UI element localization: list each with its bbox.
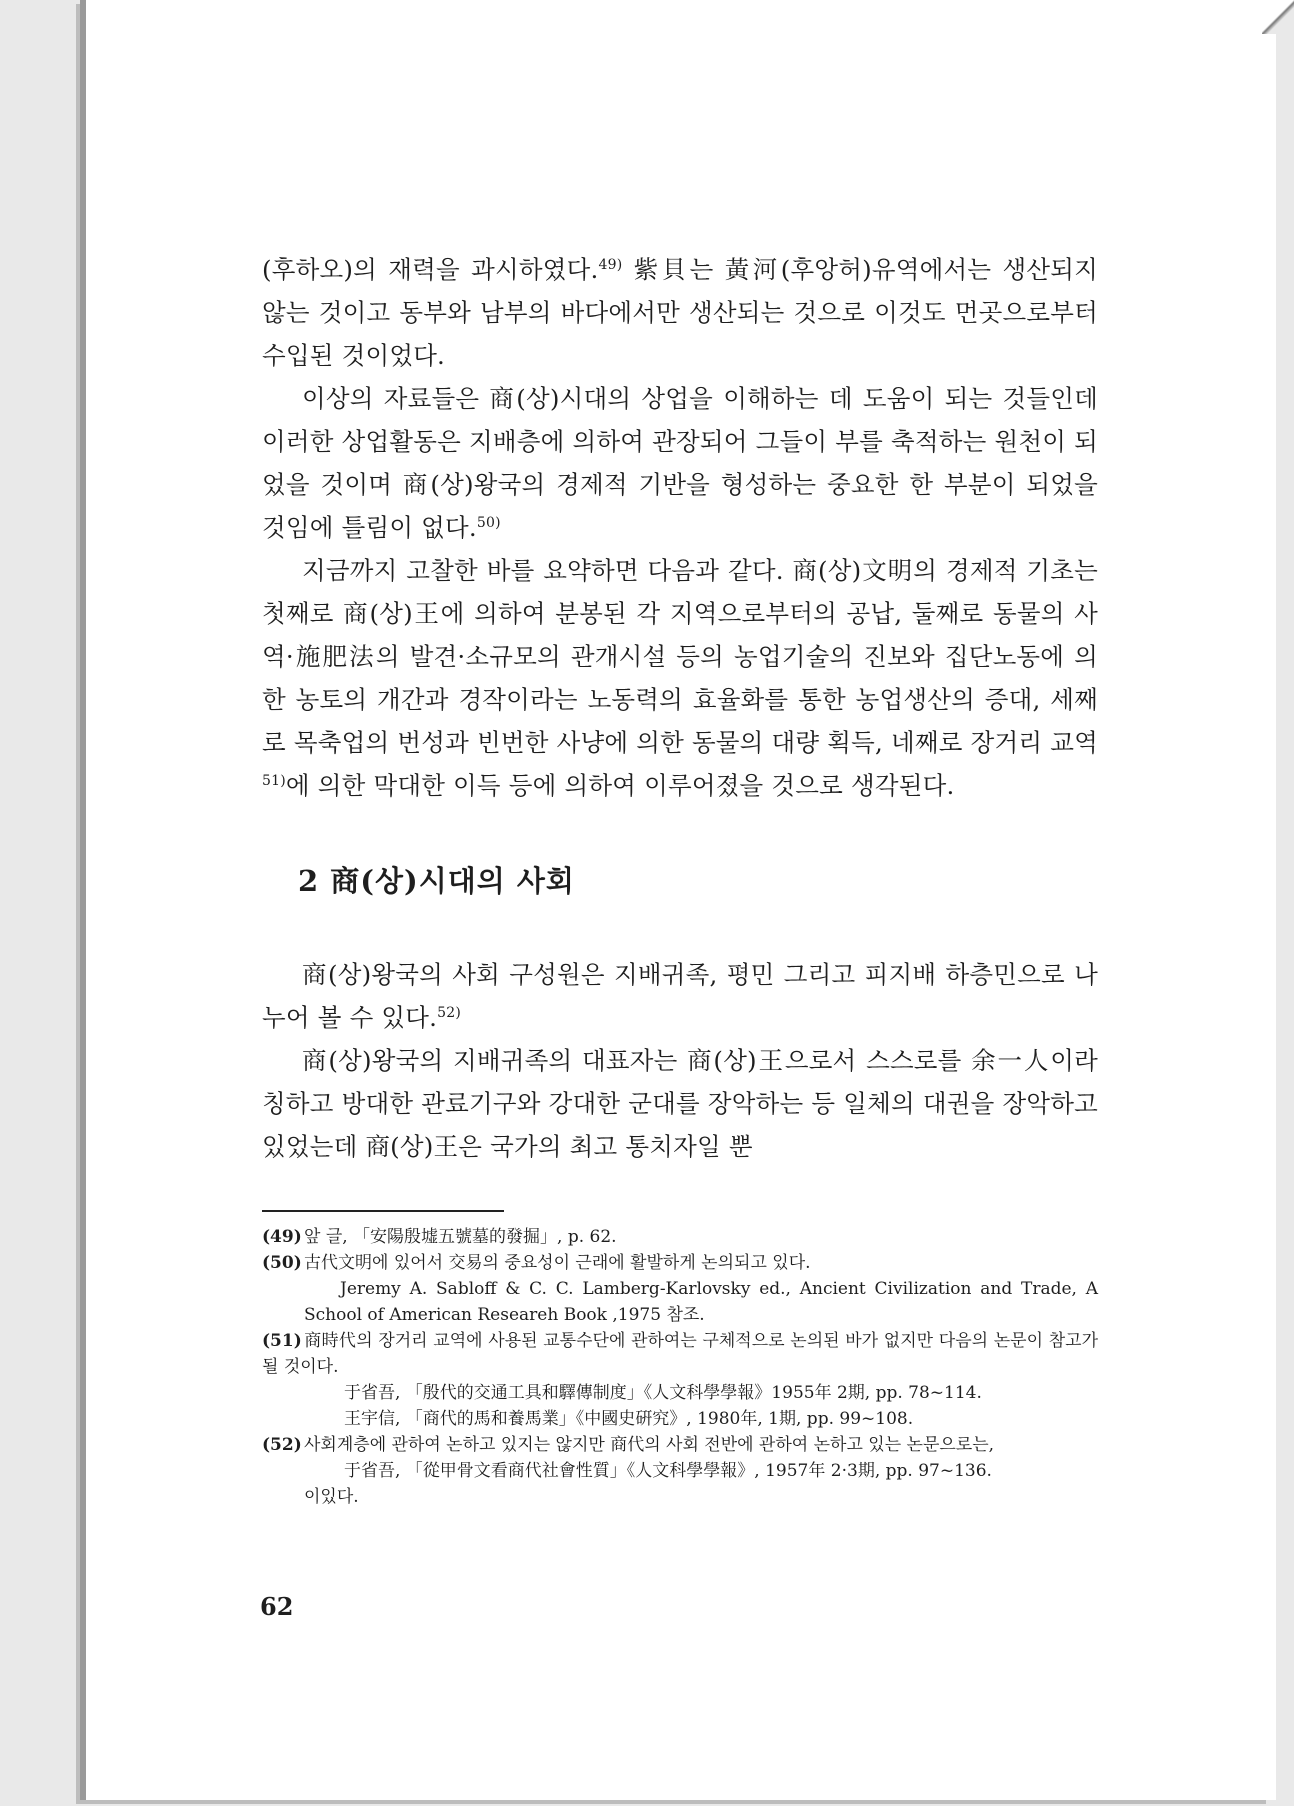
footnote-51: [262, 1328, 1098, 1380]
footnote-ref-52: 52): [437, 1004, 462, 1021]
footnote-rule: [262, 1210, 504, 1212]
page-corner: [1262, 0, 1294, 34]
footnote-number: (50): [262, 1253, 302, 1273]
paragraph-3-text: 지금까지 고찰한 바를 요약하면 다음과 같다. 商(상)文明의 경제적 기초는 첫째로 商(상)王에 의하여 분봉된 각 지역으로부터의 공납, 둘째로 동물의 사역·施肥法의 발견·소규모의 관개시설 등의 농업기술의 진보와 집단노동에 의한 농토의 개간과 경작이라는 노동력의 효율화를 통한 농업생산의 증대, 세째로 목축업의 번성과 빈번한 사냥에 의한 동물의 대량 획득, 네째로 장거리 교역: [262, 556, 1098, 757]
paragraph-3: [262, 549, 1098, 807]
paragraph-2: [262, 377, 1098, 549]
footnote-52-end: 이있다.: [304, 1487, 359, 1507]
footnote-ref-49: 49): [598, 256, 623, 273]
footnote-text: 古代文明에 있어서 交易의 중요성이 근래에 활발하게 논의되고 있다.: [304, 1253, 811, 1273]
paragraph-3-rest: 에 의한 막대한 이득 등에 의하여 이루어졌을 것으로 생각된다.: [285, 771, 955, 800]
footnote-52: [262, 1432, 1098, 1458]
paragraph-2-text: 이상의 자료들은 商(상)시대의 상업을 이해하는 데 도움이 되는 것들인데 이러한 상업활동은 지배층에 의하여 관장되어 그들이 부를 축적하는 원천이 되었을 것이며 商(상)왕국의 경제적 기반을 형성하는 중요한 한 부분이 되었을 것임에 틀림이 없다.: [262, 384, 1098, 542]
footnote-51-citation-2: 王宇信, 「商代的馬和養馬業」《中國史硏究》, 1980年, 1期, pp. 99~108.: [344, 1409, 914, 1429]
paragraph-1: [262, 248, 1098, 377]
section-heading: 2 商(상)시대의 사회: [298, 864, 575, 898]
footnotes: [262, 1210, 1098, 1510]
footnote-49: [262, 1224, 1098, 1250]
footnote-number: (51): [262, 1331, 302, 1351]
book-binding: [78, 4, 86, 1800]
footnote-52-citation: 于省吾, 「從甲骨文看商代社會性質」《人文科學學報》, 1957年 2·3期, pp. 97~136.: [344, 1461, 992, 1481]
paragraph-5: 商(상)왕국의 지배귀족의 대표자는 商(상)王으로서 스스로를 余一人이라 칭하고 방대한 관료기구와 강대한 군대를 장악하는 등 일체의 대권을 장악하고 있었는데 商(상)王은 국가의 최고 통치자일 뿐: [262, 1046, 1098, 1161]
footnote-text: 사회계층에 관하여 논하고 있지는 않지만 商代의 사회 전반에 관하여 논하고 있는 논문으로는,: [304, 1435, 995, 1455]
footnote-50-citation: Jeremy A. Sabloff & C. C. Lamberg-Karlovsky ed., Ancient Civilization and Trade, A School of American Researeh Book ,1975 참조.: [304, 1279, 1098, 1325]
footnote-text: 앞 글, 「安陽殷墟五號墓的發掘」, p. 62.: [304, 1227, 617, 1247]
paragraph-4: [262, 953, 1098, 1039]
page-content: [262, 248, 1098, 1510]
footnote-50: [262, 1250, 1098, 1276]
footnote-51-citation-1: 于省吾, 「殷代的交通工具和驛傳制度」《人文科學學報》1955年 2期, pp. 78~114.: [344, 1383, 982, 1403]
footnote-text: 商時代의 장거리 교역에 사용된 교통수단에 관하여는 구체적으로 논의된 바가 없지만 다음의 논문이 참고가 될 것이다.: [262, 1331, 1098, 1377]
footnote-number: (52): [262, 1435, 302, 1455]
paragraph-4-text: 商(상)왕국의 사회 구성원은 지배귀족, 평민 그리고 피지배 하층민으로 나누어 볼 수 있다.: [262, 960, 1098, 1032]
footnote-ref-50: 50): [476, 514, 501, 531]
paragraph-1-rest: 紫貝는 黃河(후앙허)유역에서는 생산되지 않는 것이고 동부와 남부의 바다에서만 생산되는 것으로 이것도 먼곳으로부터 수입된 것이었다.: [262, 255, 1098, 370]
footnote-ref-51: 51): [262, 772, 286, 789]
footnote-number: (49): [262, 1227, 302, 1247]
paragraph-1-text: (후하오)의 재력을 과시하였다.: [262, 255, 599, 284]
page-number: 62: [260, 1592, 294, 1621]
